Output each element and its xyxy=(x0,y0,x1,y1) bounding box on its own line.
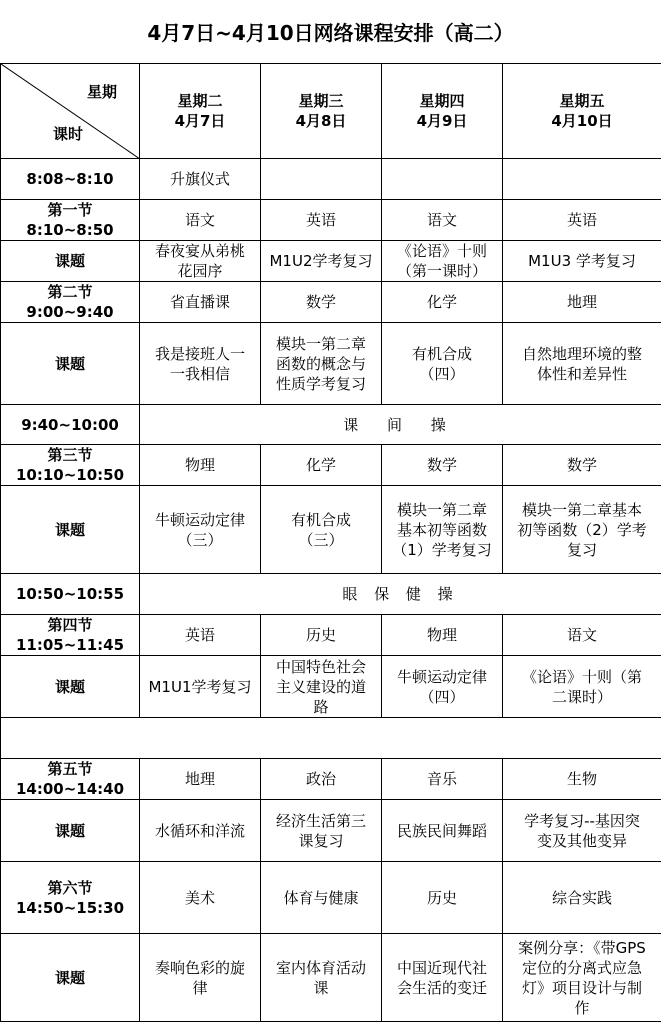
topic-line: （1）学考复习 xyxy=(392,540,492,559)
subject-cell: 英语 xyxy=(140,615,261,656)
period-1-topic-row xyxy=(1,241,661,282)
topic-label-cell: 课题 xyxy=(1,323,140,405)
subject-cell: 化学 xyxy=(382,282,503,323)
period-name: 第六节 xyxy=(47,878,93,897)
topic-line: 二课时） xyxy=(551,687,612,706)
empty-cell xyxy=(261,159,382,200)
topic-cell xyxy=(503,934,661,1022)
topic-line: 牛顿运动定律 xyxy=(396,667,487,686)
topic-line: 奏响色彩的旋 xyxy=(154,958,245,977)
topic-line: 律 xyxy=(192,978,208,997)
topic-line: 我是接班人一 xyxy=(154,344,245,363)
topic-cell xyxy=(503,241,661,282)
corner-cell xyxy=(1,64,140,159)
subject-cell: 英语 xyxy=(503,200,661,241)
period-2-row xyxy=(1,282,661,323)
topic-label-cell: 课题 xyxy=(1,241,140,282)
topic-cell xyxy=(261,800,382,862)
topic-line: 水循环和洋流 xyxy=(154,821,245,840)
topic-line: 春夜宴从弟桃 xyxy=(154,242,245,260)
weekday: 星期五 xyxy=(559,92,605,110)
empty-gap-cell xyxy=(1,718,661,759)
subject-cell: 美术 xyxy=(140,862,261,934)
period-time: 9:00~9:40 xyxy=(26,303,114,321)
exercise-row xyxy=(1,405,661,445)
topic-line: 初等函数（2）学考 xyxy=(517,520,647,539)
topic-cell xyxy=(382,486,503,574)
topic-line: 中国特色社会 xyxy=(275,657,366,676)
day-header xyxy=(382,64,503,159)
topic-line: 中国近现代社 xyxy=(396,958,487,977)
period-6-row xyxy=(1,862,661,934)
subject-cell: 语文 xyxy=(382,200,503,241)
period-name: 第三节 xyxy=(47,446,93,464)
topic-label-cell: 课题 xyxy=(1,486,140,574)
subject-cell: 地理 xyxy=(140,759,261,800)
empty-cell xyxy=(382,159,503,200)
schedule-table xyxy=(0,63,661,1022)
period-label-cell xyxy=(1,759,140,800)
weekday: 星期三 xyxy=(298,92,344,110)
topic-line: 路 xyxy=(313,697,329,716)
day-header xyxy=(503,64,661,159)
period-3-row xyxy=(1,445,661,486)
period-time: 14:50~15:30 xyxy=(15,898,125,917)
lunch-gap-row xyxy=(1,718,661,759)
topic-line: 灯》项目设计与制 xyxy=(521,978,642,997)
topic-cell xyxy=(140,800,261,862)
topic-line: 课复习 xyxy=(298,831,344,850)
topic-cell xyxy=(140,656,261,718)
topic-line: M1U2学考复习 xyxy=(269,252,373,270)
topic-label-cell: 课题 xyxy=(1,934,140,1022)
topic-line: 复习 xyxy=(566,540,597,559)
subject-cell: 历史 xyxy=(261,615,382,656)
subject-cell: 政治 xyxy=(261,759,382,800)
time-cell: 9:40~10:00 xyxy=(1,405,140,445)
topic-line: （三） xyxy=(298,530,344,549)
topic-line: （第一课时） xyxy=(396,262,487,280)
topic-cell xyxy=(382,934,503,1022)
period-label-cell xyxy=(1,200,140,241)
weekday: 星期二 xyxy=(177,92,223,110)
subject-cell: 生物 xyxy=(503,759,661,800)
period-time: 8:10~8:50 xyxy=(26,221,114,239)
topic-line: M1U3 学考复习 xyxy=(528,252,636,270)
period-name: 第二节 xyxy=(47,283,93,301)
topic-label-cell: 课题 xyxy=(1,656,140,718)
day-header xyxy=(261,64,382,159)
period-1-row xyxy=(1,200,661,241)
period-label-cell xyxy=(1,615,140,656)
topic-cell xyxy=(382,800,503,862)
topic-cell xyxy=(503,323,661,405)
exercise-label: 课 间 操 xyxy=(140,405,661,445)
topic-cell xyxy=(261,656,382,718)
period-label-cell xyxy=(1,282,140,323)
topic-cell xyxy=(140,323,261,405)
period-2-topic-row xyxy=(1,323,661,405)
topic-cell xyxy=(140,241,261,282)
period-label-cell xyxy=(1,862,140,934)
topic-line: 案例分享：《带GPS xyxy=(518,938,646,957)
period-3-topic-row xyxy=(1,486,661,574)
topic-line: 花园序 xyxy=(177,262,223,280)
subject-cell: 音乐 xyxy=(382,759,503,800)
topic-line: 课 xyxy=(313,978,329,997)
period-name: 第一节 xyxy=(47,201,93,219)
topic-cell xyxy=(140,934,261,1022)
topic-cell xyxy=(503,486,661,574)
period-4-row xyxy=(1,615,661,656)
topic-line: 模块一第二章 xyxy=(275,334,366,353)
topic-line: 模块一第二章 xyxy=(396,500,487,519)
subject-cell: 语文 xyxy=(503,615,661,656)
topic-line: 会生活的变迁 xyxy=(396,978,487,997)
topic-cell xyxy=(382,323,503,405)
topic-line: 学考复习--基因突 xyxy=(524,811,640,830)
eye-exercise-row xyxy=(1,574,661,615)
topic-cell xyxy=(261,323,382,405)
subject-cell: 地理 xyxy=(503,282,661,323)
period-name: 第五节 xyxy=(47,760,93,778)
eye-exercise-label: 眼 保 健 操 xyxy=(140,574,661,615)
topic-line: 民族民间舞蹈 xyxy=(396,821,487,840)
period-6-topic-row xyxy=(1,934,661,1022)
period-4-topic-row xyxy=(1,656,661,718)
subject-cell: 省直播课 xyxy=(140,282,261,323)
date: 4月10日 xyxy=(551,112,613,130)
date: 4月9日 xyxy=(416,112,468,130)
topic-line: 函数的概念与 xyxy=(275,354,366,373)
topic-line: （三） xyxy=(177,530,223,549)
topic-line: 有机合成 xyxy=(411,344,472,363)
period-time: 14:00~14:40 xyxy=(15,780,125,798)
subject-cell: 数学 xyxy=(382,445,503,486)
topic-cell xyxy=(261,486,382,574)
period-label-cell xyxy=(1,445,140,486)
flag-activity: 升旗仪式 xyxy=(140,159,261,200)
time-cell: 8:08~8:10 xyxy=(1,159,140,200)
topic-line: （四） xyxy=(419,364,465,383)
date: 4月8日 xyxy=(295,112,347,130)
topic-line: 自然地理环境的整 xyxy=(521,344,642,363)
header-row xyxy=(1,64,661,159)
topic-line: 一我相信 xyxy=(169,364,230,383)
subject-cell: 综合实践 xyxy=(503,862,661,934)
topic-line: M1U1学考复习 xyxy=(148,677,252,696)
period-name: 第四节 xyxy=(47,616,93,634)
subject-cell: 数学 xyxy=(261,282,382,323)
date: 4月7日 xyxy=(174,112,226,130)
topic-line: 《论语》十则（第 xyxy=(521,667,642,686)
day-header xyxy=(140,64,261,159)
topic-line: （四） xyxy=(419,687,465,706)
subject-cell: 体育与健康 xyxy=(261,862,382,934)
topic-line: 主义建设的道 xyxy=(275,677,366,696)
page-title: 4月7日~4月10日网络课程安排（高二） xyxy=(147,21,514,45)
topic-cell xyxy=(382,656,503,718)
topic-cell xyxy=(261,934,382,1022)
topic-cell xyxy=(261,241,382,282)
empty-cell xyxy=(503,159,661,200)
topic-cell xyxy=(503,800,661,862)
period-5-row xyxy=(1,759,661,800)
topic-line: 性质学考复习 xyxy=(275,374,366,393)
subject-cell: 物理 xyxy=(140,445,261,486)
weekday: 星期四 xyxy=(419,92,465,110)
topic-line: 基本初等函数 xyxy=(396,520,487,539)
topic-line: 变及其他变异 xyxy=(536,831,627,850)
corner-weekday-label: 星期 xyxy=(86,83,117,101)
subject-cell: 化学 xyxy=(261,445,382,486)
period-time: 10:10~10:50 xyxy=(15,466,125,484)
topic-line: 定位的分离式应急 xyxy=(521,958,642,977)
subject-cell: 英语 xyxy=(261,200,382,241)
topic-line: 有机合成 xyxy=(290,510,351,529)
topic-line: 《论语》十则 xyxy=(396,242,487,260)
topic-line: 模块一第二章基本 xyxy=(521,500,642,519)
corner-period-label: 课时 xyxy=(53,125,84,143)
topic-cell xyxy=(503,656,661,718)
topic-cell xyxy=(140,486,261,574)
topic-line: 牛顿运动定律 xyxy=(154,510,245,529)
topic-cell xyxy=(382,241,503,282)
topic-line: 经济生活第三 xyxy=(275,811,366,830)
subject-cell: 语文 xyxy=(140,200,261,241)
topic-line: 体性和差异性 xyxy=(536,364,627,383)
topic-label-cell: 课题 xyxy=(1,800,140,862)
topic-line: 作 xyxy=(574,998,590,1017)
period-5-topic-row xyxy=(1,800,661,862)
corner-diagonal xyxy=(1,64,140,159)
subject-cell: 物理 xyxy=(382,615,503,656)
subject-cell: 历史 xyxy=(382,862,503,934)
time-cell: 10:50~10:55 xyxy=(1,574,140,615)
period-time: 11:05~11:45 xyxy=(15,636,125,654)
topic-line: 室内体育活动 xyxy=(275,958,366,977)
flag-row xyxy=(1,159,661,200)
subject-cell: 数学 xyxy=(503,445,661,486)
